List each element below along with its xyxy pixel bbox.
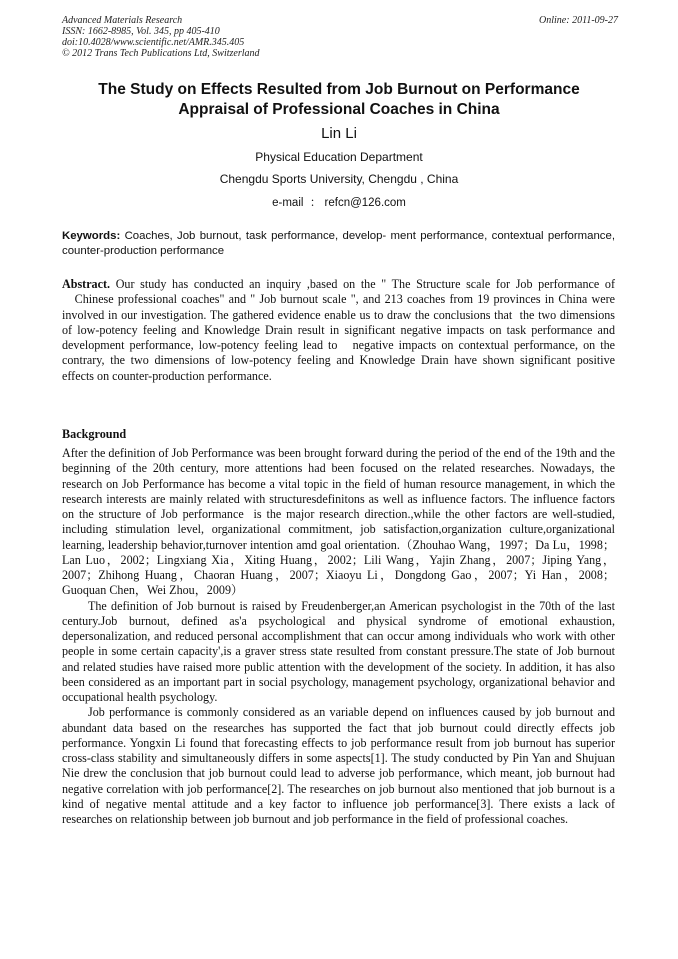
keywords-label: Keywords: <box>62 230 121 242</box>
abstract-label: Abstract. <box>62 277 111 291</box>
issn-line: ISSN: 1662-8985, Vol. 345, pp 405-410 <box>62 26 220 37</box>
author-university: Chengdu Sports University, Chengdu , China <box>219 172 459 186</box>
paper-title: The Study on Effects Resulted from Job Burnout on Performance Appraisal of Professional Coaches in China <box>98 81 580 118</box>
journal-name: Advanced Materials Research <box>62 15 183 26</box>
section-body <box>62 446 615 827</box>
paragraph: After the definition of Job Performance was been brought forward during the period of the end of the 19th and the beginning of the 20th century, more attentions had been focused on the related researches. Nowadays, the research on Job Performance has become a vital topic in the field of human resource management, in which the research interests are mainly related with structuresdefinitons as well as influence factors. The influence factors on the structure of Job performance is the major research direction.,while the other factors are well-studied, including stimulation level, organizational commitment, job satisfaction,organization culture,organizational learning, leadership behavior,turnover intention amd goal orientation.（Zhouhao Wang，1997；Da Lu，1998；Lan Luo，2002；Lingxiang Xia，Xiting Huang，2002；Lili Wang，Yajin Zhang，2007；Jiping Yang，2007；Zhihong Huang，Chaoran Huang，2007；Xiaoyu Li，Dongdong Gao，2007；Yi Han，2008；Guoquan Chen，Wei Zhou，2009） <box>62 446 615 598</box>
copyright-line: © 2012 Trans Tech Publications Ltd, Switzerland <box>62 48 260 59</box>
keywords-text: Coaches, Job burnout, task performance, develop- ment performance, contextual performance, counter-production performance <box>62 230 615 257</box>
abstract-block <box>62 277 615 384</box>
author-department: Physical Education Department <box>255 150 423 164</box>
paragraph: The definition of Job burnout is raised by Freudenberger,an American psychologist in the 70th of the last century.Job burnout, defined as'a psychological and physical syndrome of emotional exhaustion, depersonalization, and reduced personal accomplishment that can occur among individuals who work with other people in some certain capacity',is a graver stress state resulted from constant pressure.The state of Job burnout and related studies have raised more public attention with the development of the society. In addition, it has also been considered as an important part in social psychology, management psychology, organizational behavior and occupational health psychology. <box>62 598 615 704</box>
online-date: Online: 2011-09-27 <box>539 15 618 26</box>
journal-header <box>62 15 618 59</box>
section-heading: Background <box>62 427 127 441</box>
paragraph: Job performance is commonly considered as an variable depend on influences caused by job burnout and abundant data based on the researches has supported the fact that job burnout could directly effects job performance. Yongxin Li found that forecasting effects to job performance result from job burnout has superior cross-class stability and simultaneously differs in some aspects[1]. The study conducted by Pin Yan and Shujuan Nie drew the conclusion that job burnout could lead to adverse job performance, which meant, job burnout had negative correlation with job performance[2]. The researches on job burnout also mentioned that job burnout is a kind of negative mental attitude and a key factor to influence job performance[3]. There exists a lack of researches on relationship between job burnout and job performance in the field of professional coaches. <box>62 705 615 826</box>
author-email: e-mail ： refcn@126.com <box>272 197 406 209</box>
doi-line: doi:10.4028/www.scientific.net/AMR.345.405 <box>62 37 245 48</box>
abstract-text: Our study has conducted an inquiry ,based on the " The Structure scale for Job performance of Chinese professional coaches" and " Job burnout scale ", and 213 coaches from 19 provinces in China were involved in our investigation. The gathered evidence enable us to draw the conclusions that the two dimensions of low-potency feeling and Knowledge Drain result in significant negative impacts on task performance and development performance, low-potency feeling lead to negative impacts on contextual performance, on the contrary, the two dimensions of low-potency feeling and Knowledge Drain have shown significant positive effects on counter-production performance. <box>62 277 615 383</box>
author-name: Lin Li <box>321 125 357 142</box>
keywords-block <box>62 229 615 259</box>
